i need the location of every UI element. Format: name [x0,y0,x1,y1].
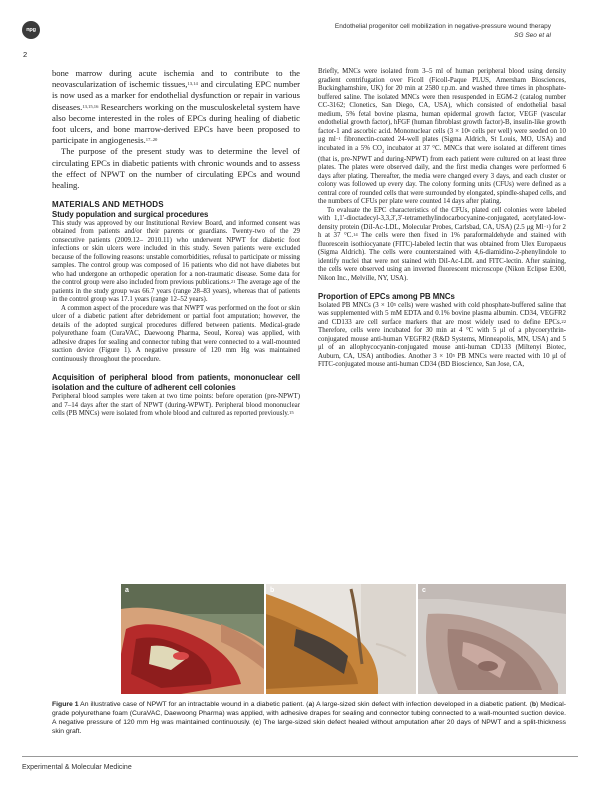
right-column [318,68,566,370]
wound-photo-b [266,584,416,694]
subsection-title-study-population: Study population and surgical procedures [52,209,209,219]
mnc-isolation-paragraph: Briefly, MNCs were isolated from 3–5 ml of human peripheral blood using density gradient centrifugation over Ficoll (Ficoll-Paque PLUS, Amersham Biosciences, Buckinghamshire, UK) for 20 min at 2580 r.p.m. and washed three times in phosphate-buffered saline. The isolated MNCs were then resuspended in EGM-2 (catalog number CC-3162; Clonetics, San Diego, CA, USA), which consisted of endothelial basal medium, 5% fetal bovine plasma, human epidermal growth factor, VEGF (vascular endothelial growth factor), hFGF (human fibroblast growth factor)-B, insulin-like growth factor-1 and ascorbic acid. Mononuclear cells ($3 \times 10^6$ cells per well) were seeded on 10 μg $ml^{-1}$ fibronectin-coated 24-well plates (Sigma Aldrich, St Louis, MO, USA) and incubated in a 5% $CO_2$ incubator at 37 °C. MNCs that were isolated at different times (that is, pre-NPWT and during-NPWT) from each patient were cultured on at least three plates. The plates were observed daily, and the first media changes were performed 6 days after plating. Thereafter, the media were changed every 3 days, and each cluster or colony was followed up every day. The colony forming units (CFUs) were defined as a central core of rounded cells that were surrounded by elongated, spindle-shaped cells, and the numbers of CFUs per plate were counted 14 days after plating. [318,68,567,206]
panel-label-b: b [270,587,275,594]
figure-1 [121,584,566,694]
wound-photo-a [121,584,264,694]
figure-panel-c [418,584,566,694]
epc-characteristics-paragraph: To evaluate the EPC characteristics of the CFUs, plated cell colonies were labeled with 1,1′-dioctadecyl-3,3,3′,3′-tetramethylindocarbocyanine-conjugated, acetylated-low-density protein (DiI-Ac-LDL, Molecular Probes, Carlsbad, CA, USA) (2.5 μg $Ml^{-1}$) for 2 h at 37 °C.$^{14}$ The cells were then fixed in 1% paraformaldehyde and stained with fluorescein isothiocyanate (FITC)-labeled lectin that was obtained from Ulex Europaeus (Sigma Aldrich). The cells were counterstained with 4,6-diamidino-2-phenylindole to identify nuclei that were not stained with DiI-Ac-LDL and FITC-lectin. After staining, the cells were observed using an inverted fluorescent microscope (Nikon Eclipse E300, Nikon Inc., Melville, NY, USA). [318,206,566,282]
wound-photo-c [418,584,566,694]
blood-acquisition-paragraph: Peripheral blood samples were taken at two time points: before operation (pre-NPWT) and 7–14 days after the start of NPWT (during-WPWT). Peripheral blood mononuclear cells (PB MNCs) were isolated from whole blood and cultured as reported previously.$^{15}$ [52,393,300,418]
intro-paragraph: bone marrow during acute ischemia and to contribute to the neovascularization of ischemic tissues,$^{13,14}$ and circulating EPC number is now used as a marker for endothelial dysfunction or repair in various diseases.$^{13,15,16}$ Researchers working on the musculoskeletal system have also become interested in the roles of EPCs during healing of diabetic foot ulcers, and bone marrow-derived EPCs have been proposed to participate in angiogenesis.$^{17-20}$ [52,68,301,146]
panel-label-a: a [125,587,129,594]
section-title: MATERIALS AND METHODS [52,199,164,209]
subsection-title-blood-acquisition: Acquisition of peripheral blood from patients, mononuclear cell isolation and the culture of adherent cell colonies [52,373,300,392]
running-title: Endothelial progenitor cell mobilization in negative-pressure wound therapy [334,23,551,30]
procedure-paragraph: A common aspect of the procedure was that NWPT was performed on the foot or skin ulcer of a diabetic patient after debridement or partial foot amputation; however, the details of the adopted surgical procedures differed between patients. Medical-grade polyurethane foam (CuraVAC, Daewoong Pharma, Seoul, Korea) was applied, with adhesive drapes for sealing and connector tubing that were connected to a wall-mounted suction device (Figure 1). A negative pressure of 120 mm Hg was maintained continuously throughout the procedure. [52,304,300,363]
page-number: 2 [23,50,28,59]
figure-panel-b [266,584,416,694]
panel-label-c: c [422,587,426,594]
subsection-title-epc-proportion: Proportion of EPCs among PB MNCs [318,291,455,301]
study-population-paragraph: This study was approved by our Institutional Review Board, and informed consent was obtained from patients and/or their parents or guardians. Twenty-two of the 29 consecutive patients (2009.12– 2010.11) who underwent NPWT for diabetic foot infections or skin ulcers were included in this study. Seven patients were excluded because of the following reasons: unstable comorbidities, refusal to participate or missing samples. The control group was composed of 16 patients who did not have diabetes but who had undergone an orthopedic operation for a non-traumatic disease. Some data for the control group were also included from previous publications.$^{21}$ The average age of the patients in the study group was 66.7 years (range 28–83 years), whereas that of patients in the control group was 17.1 years (range 12–52 years). [52,219,300,304]
purpose-paragraph: The purpose of the present study was to determine the level of circulating EPCs in diabetic patients with chronic wounds and to assess the effect of NPWT on the number of circulating EPCs and wound healing. [52,146,300,191]
running-authors: SG Seo et al [514,32,551,39]
left-column [52,68,300,419]
epc-proportion-paragraph: Isolated PB MNCs ($3 \times 10^5$ cells) were washed with cold phosphate-buffered saline that was supplemented with 5 mM EDTA and 0.1% bovine plasma albumin. CD34, VEGFR2 and CD133 are cell surface markers that are most widely used to define EPCs.$^{22}$ Therefore, cells were incubated for 30 min at 4 °C with 5 μl of a phycoerythrin-conjugated mouse anti-human VEGFR2 (R&D Systems, Minneapolis, MN, USA) and 5 μl of an allophycocyanin-conjugated mouse anti-human CD133 (Miltenyi Biotec, Auburn, CA, USA) antibodies. Another $3 \times 10^5$ PB MNCs were reacted with 10 μl of FITC-conjugated mouse anti-human CD34 (BD Bioscience, San Jose, CA, [318,301,566,369]
journal-footer: Experimental & Molecular Medicine [22,764,132,771]
figure-caption: Figure 1 An illustrative case of NPWT for an intractable wound in a diabetic patient. (a) A large-sized skin defect with infection developed in a diabetic patient. (b) Medical-grade polyurethane foam (CuraVAC, Daewoong Pharma) was applied, with adhesive drapes for sealing and connector tubing connected to a wall-mounted suction device. A negative pressure of 120 mm Hg was maintained continuously. (c) The large-sized skin defect healed without amputation after 20 days of NPWT and a split-thickness skin graft. [52,701,566,736]
journal-logo: npg [22,21,40,39]
figure-panel-a [121,584,264,694]
footer-rule [22,756,578,757]
